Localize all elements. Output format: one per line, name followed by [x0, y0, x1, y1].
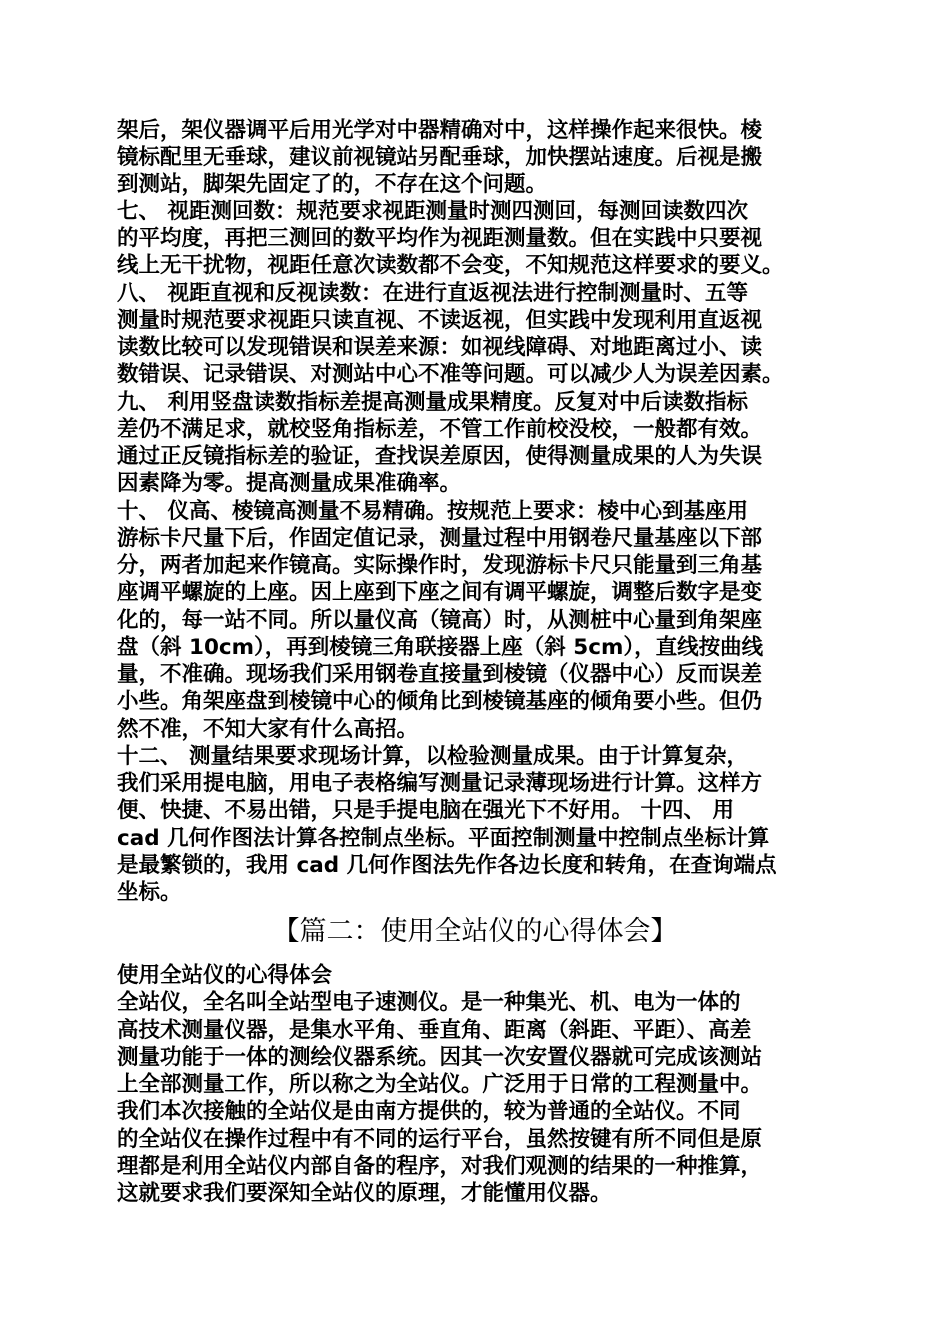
text-line: 十、 仪高、棱镜高测量不易精确。按规范上要求：棱中心到基座用 [117, 499, 748, 524]
text-line: 的全站仪在操作过程中有不同的运行平台，虽然按键有所不同但是原 [117, 1127, 763, 1152]
text-line: 我们采用提电脑，用电子表格编写测量记录薄现场进行计算。这样方 [117, 771, 763, 796]
text-line: 测量功能于一体的测绘仪器系统。因其一次安置仪器就可完成该测站 [117, 1045, 763, 1070]
text-line: 全站仪，全名叫全站型电子速测仪。是一种集光、机、电为一体的 [117, 990, 741, 1015]
text-line: 读数比较可以发现错误和误差来源：如视线障碍、对地距离过小、读 [117, 335, 763, 360]
text-line: 是最繁锁的，我用 cad 几何作图法先作各边长度和转角，在查询端点 [117, 853, 777, 878]
text-line: 分，两者加起来作镜高。实际操作时，发现游标卡尺只能量到三角基 [117, 553, 763, 578]
text-line: 测量时规范要求视距只读直视、不读返视，但实践中发现利用直返视 [117, 308, 763, 333]
text-line: 上全部测量工作，所以称之为全站仪。广泛用于日常的工程测量中。 [117, 1072, 763, 1097]
text-line: 到测站，脚架先固定了的，不存在这个问题。 [117, 172, 548, 197]
text-line: 因素降为零。提高测量成果准确率。 [117, 471, 462, 496]
text-line: 盘（斜 10cm），再到棱镜三角联接器上座（斜 5cm），直线按曲线 [117, 635, 764, 660]
text-line: 十二、 测量结果要求现场计算，以检验测量成果。由于计算复杂， [117, 744, 748, 769]
text-line: 便、快捷、不易出错，只是手提电脑在强光下不好用。 十四、 用 [117, 798, 734, 823]
text-line: 理都是利用全站仪内部自备的程序，对我们观测的结果的一种推算， [117, 1154, 763, 1179]
text-line: 数错误、记录错误、对测站中心不准等问题。可以减少人为误差因素。 [117, 362, 784, 387]
subheading-line: 使用全站仪的心得体会 [117, 963, 333, 988]
text-line: 量，不准确。现场我们采用钢卷直接量到棱镜（仪器中心）反而误差 [117, 662, 763, 687]
text-line: 的平均度，再把三测回的数平均作为视距测量数。但在实践中只要视 [117, 226, 763, 251]
text-line: 九、 利用竖盘读数指标差提高测量成果精度。反复对中后读数指标 [117, 390, 748, 415]
text-line: 通过正反镜指标差的验证，查找误差原因，使得测量成果的人为失误 [117, 444, 763, 469]
text-line: 八、 视距直视和反视读数：在进行直返视法进行控制测量时、五等 [117, 281, 748, 306]
text-line: 这就要求我们要深知全站仪的原理，才能懂用仪器。 [117, 1181, 612, 1206]
text-line: 七、 视距测回数：规范要求视距测量时测四测回，每测回读数四次 [117, 199, 748, 224]
text-line: 座调平螺旋的上座。因上座到下座之间有调平螺旋，调整后数字是变 [117, 580, 763, 605]
text-line: 坐标。 [117, 880, 182, 905]
text-line: 小些。角架座盘到棱镜中心的倾角比到棱镜基座的倾角要小些。但仍 [117, 689, 763, 714]
text-line: 化的，每一站不同。所以量仪高（镜高）时，从测桩中心量到角架座 [117, 608, 763, 633]
text-line: 差仍不满足求，就校竖角指标差，不管工作前校没校，一般都有效。 [117, 417, 763, 442]
text-line: 游标卡尺量下后，作固定值记录，测量过程中用钢卷尺量基座以下部 [117, 526, 763, 551]
text-line: 我们本次接触的全站仪是由南方提供的，较为普通的全站仪。不同 [117, 1099, 741, 1124]
text-line: 线上无干扰物，视距任意次读数都不会变，不知规范这样要求的要义。 [117, 253, 784, 278]
section-heading: 【篇二：使用全站仪的心得体会】 [272, 916, 678, 947]
text-line: 然不准，不知大家有什么高招。 [117, 717, 419, 742]
text-line: cad 几何作图法计算各控制点坐标。平面控制测量中控制点坐标计算 [117, 826, 770, 851]
text-line: 镜标配里无垂球，建议前视镜站另配垂球，加快摆站速度。后视是搬 [117, 145, 763, 170]
text-line: 高技术测量仪器，是集水平角、垂直角、距离（斜距、平距）、高差 [117, 1018, 752, 1043]
text-line: 架后，架仪器调平后用光学对中器精确对中，这样操作起来很快。棱 [117, 118, 763, 143]
